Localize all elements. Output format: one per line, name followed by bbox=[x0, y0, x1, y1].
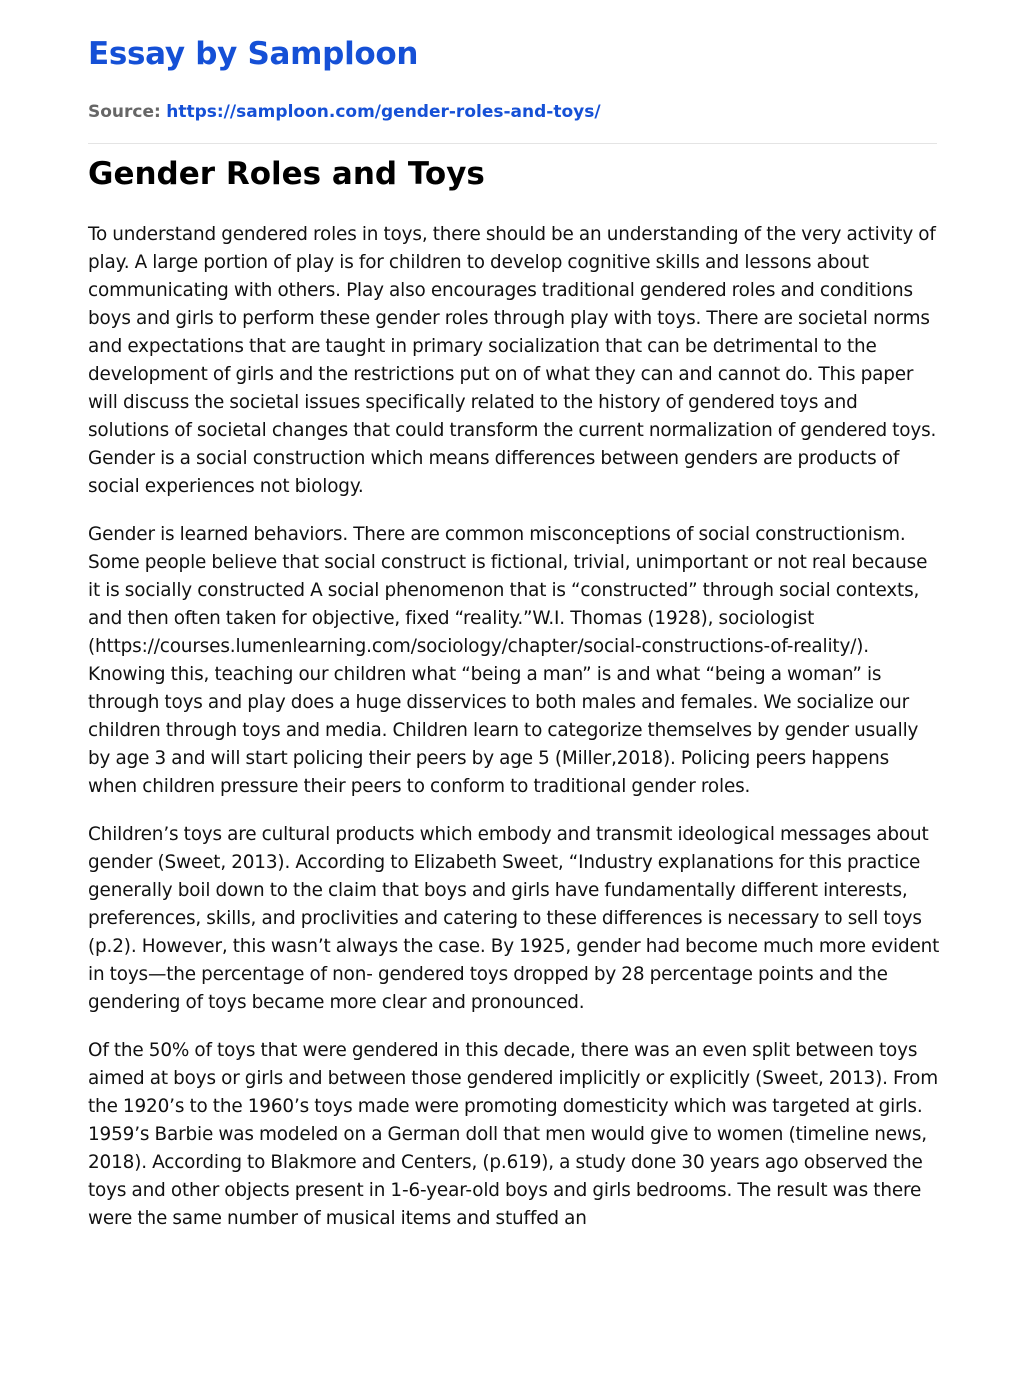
source-label: Source: bbox=[88, 102, 161, 122]
divider bbox=[88, 143, 937, 144]
paragraph: Children’s toys are cultural products which embody and transmit ideological messages about gender (Sweet, 2013). According to Elizabeth Sweet, “Industry explanations for this practice generally boil down to the claim that boys and girls have fundamentally different interests, preferences, skills, and proclivities and catering to these differences is necessary to sell toys (p.2). However, this wasn’t always the case. By 1925, gender had become much more evident in toys—the percentage of non- gendered toys dropped by 28 percentage points and the gendering of toys became more clear and pronounced. bbox=[88, 824, 940, 1013]
paragraph: Of the 50% of toys that were gendered in this decade, there was an even split between toys aimed at boys or girls and between those gendered implicitly or explicitly (Sweet, 2013). From the 1920’s to the 1960’s toys made were promoting domesticity which was targeted at girls. 1959’s Barbie was modeled on a German doll that men would give to women (timeline news, 2018). According to Blakmore and Centers, (p.619), a study done 30 years ago observed the toys and other objects present in 1-6-year-old boys and girls bedrooms. The result was there were the same number of musical items and stuffed an bbox=[88, 1040, 938, 1229]
article-body bbox=[88, 221, 940, 1253]
article-title: Gender Roles and Toys bbox=[88, 156, 485, 192]
brand-title: Essay by Samploon bbox=[88, 36, 419, 72]
source-link[interactable]: https://samploon.com/gender-roles-and-toys/ bbox=[166, 102, 601, 122]
paragraph: To understand gendered roles in toys, there should be an understanding of the very activity of play. A large portion of play is for children to develop cognitive skills and lessons about communicating with others. Play also encourages traditional gendered roles and conditions boys and girls to perform these gender roles through play with toys. There are societal norms and expectations that are taught in primary socialization that can be detrimental to the development of girls and the restrictions put on of what they can and cannot do. This paper will discuss the societal issues specifically related to the history of gendered toys and solutions of societal changes that could transform the current normalization of gendered toys. Gender is a social construction which means differences between genders are products of social experiences not biology. bbox=[88, 224, 937, 497]
source-line bbox=[88, 102, 601, 122]
paragraph: Gender is learned behaviors. There are common misconceptions of social constructionism. Some people believe that social construct is fictional, trivial, unimportant or not real because it is socially constructed A social phenomenon that is “constructed” through social contexts, and then often taken for objective, fixed “reality.”W.I. Thomas (1928), sociologist (https://courses.lumenlearning.com/sociology/chapter/social-constructions-of-reality/). Knowing this, teaching our children what “being a man” is and what “being a woman” is through toys and play does a huge disservices to both males and females. We socialize our children through toys and media. Children learn to categorize themselves by gender usually by age 3 and will start policing their peers by age 5 (Miller,2018). Policing peers happens when children pressure their peers to conform to traditional gender roles. bbox=[88, 524, 928, 797]
